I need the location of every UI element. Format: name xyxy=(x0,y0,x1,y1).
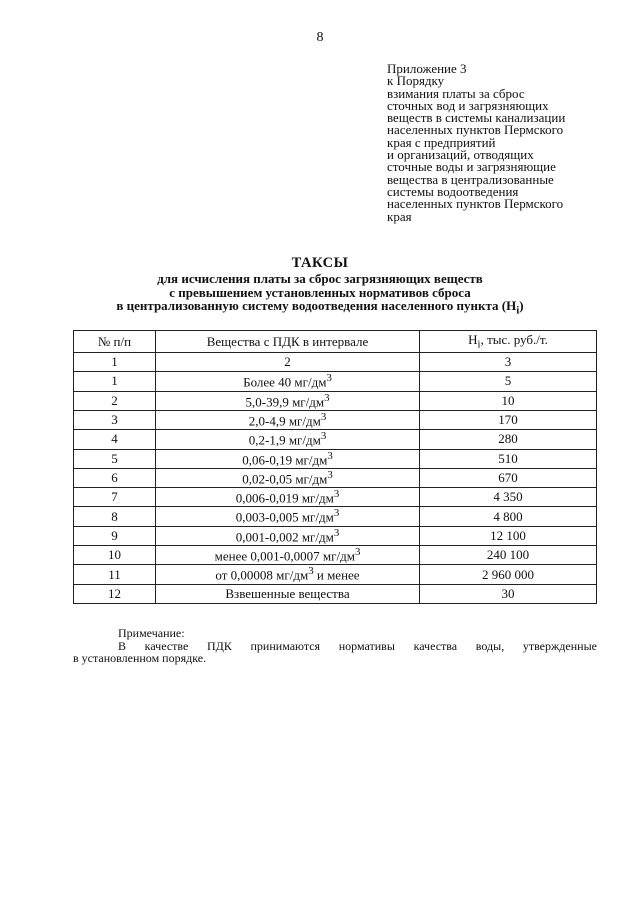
table-row xyxy=(74,410,597,429)
subtitle-close: ) xyxy=(519,298,524,313)
range-text: 5,0-39,9 мг/дм xyxy=(245,393,325,409)
row-number-cell: 9 xyxy=(74,526,156,545)
range-text: 0,001-0,002 мг/дм xyxy=(235,529,334,545)
appendix-line: края с предприятий xyxy=(387,134,496,150)
appendix-reference xyxy=(387,63,617,223)
substance-range-cell xyxy=(156,584,420,603)
substance-range-cell xyxy=(156,430,420,449)
table-row xyxy=(74,430,597,449)
substance-range-cell xyxy=(156,391,420,410)
table-row xyxy=(74,546,597,565)
table-row xyxy=(74,507,597,526)
appendix-line: и организаций, отводящих xyxy=(387,147,534,163)
document-subtitle xyxy=(0,272,640,318)
table-row xyxy=(74,565,597,584)
table-row xyxy=(74,372,597,391)
range-text: Взвешенные вещества xyxy=(225,585,350,601)
appendix-line: сточные воды и загрязняющие xyxy=(387,159,556,175)
unit-superscript: 3 xyxy=(333,488,340,501)
substance-range-cell xyxy=(156,468,420,487)
rate-value-cell: 4 350 xyxy=(420,488,597,507)
row-number-cell: 1 xyxy=(74,372,156,391)
unit-superscript: 3 xyxy=(327,468,333,481)
unit-superscript: 3 xyxy=(333,507,340,520)
rate-value-cell: 10 xyxy=(420,391,597,410)
row-number-cell: 7 xyxy=(74,488,156,507)
unit-superscript: 3 xyxy=(324,391,330,404)
unit-superscript: 3 xyxy=(327,449,333,462)
table-row xyxy=(74,584,597,603)
unit-superscript: 3 xyxy=(354,546,361,559)
table-row xyxy=(74,468,597,487)
note xyxy=(73,627,597,665)
rate-value-cell: 510 xyxy=(420,449,597,468)
note-word: принимаются xyxy=(250,638,321,653)
rate-value-cell: 5 xyxy=(420,372,597,391)
note-word: качества xyxy=(413,638,458,653)
subtitle-subscript: i xyxy=(516,304,520,317)
table-row xyxy=(74,488,597,507)
substance-range-cell xyxy=(156,565,420,584)
appendix-line: сточных вод и загрязняющих xyxy=(387,97,549,113)
unit-superscript: 3 xyxy=(320,430,327,443)
unit-superscript: 3 xyxy=(326,372,332,385)
rate-value-cell: 280 xyxy=(420,430,597,449)
substance-range-cell xyxy=(156,410,420,429)
rate-value-cell: 4 800 xyxy=(420,507,597,526)
range-text: Более 40 мг/дм xyxy=(243,374,327,390)
row-number-cell: 11 xyxy=(74,565,156,584)
table-row xyxy=(74,449,597,468)
document-title: ТАКСЫ xyxy=(291,255,349,271)
table-row xyxy=(74,391,597,410)
index-cell: 1 xyxy=(74,353,156,372)
unit-superscript: 3 xyxy=(320,410,327,423)
range-tail: и менее xyxy=(313,567,360,583)
row-number-cell: 12 xyxy=(74,584,156,603)
header-rate-unit: , тыс. руб./т. xyxy=(480,332,548,348)
range-text: от 0,00008 мг/дм xyxy=(215,567,309,583)
appendix-line: населенных пунктов Пермского xyxy=(387,196,564,212)
index-cell: 3 xyxy=(420,353,597,372)
rate-value-cell: 240 100 xyxy=(420,546,597,565)
table-index-row xyxy=(74,353,597,372)
range-text: 0,02-0,05 мг/дм xyxy=(242,471,328,487)
header-rate-subscript: i xyxy=(477,338,481,351)
tax-rates-table xyxy=(73,330,597,604)
unit-superscript: 3 xyxy=(308,565,314,578)
row-number-cell: 2 xyxy=(74,391,156,410)
subtitle-line: для исчисления платы за сброс загрязняющих веществ xyxy=(157,271,483,286)
row-number-cell: 5 xyxy=(74,449,156,468)
appendix-line: края xyxy=(387,208,412,224)
header-number: № п/п xyxy=(74,331,156,353)
note-word: утвержденные xyxy=(522,638,597,653)
note-line-2: в установленном порядке. xyxy=(73,651,207,665)
appendix-line: к Порядку xyxy=(387,73,445,89)
range-text: 0,003-0,005 мг/дм xyxy=(235,509,334,525)
substance-range-cell xyxy=(156,372,420,391)
range-text: 0,006-0,019 мг/дм xyxy=(235,490,334,506)
rate-value-cell: 30 xyxy=(420,584,597,603)
row-number-cell: 6 xyxy=(74,468,156,487)
rate-value-cell: 12 100 xyxy=(420,526,597,545)
note-label: Примечание: xyxy=(118,626,185,640)
note-word: нормативы xyxy=(338,638,395,653)
row-number-cell: 3 xyxy=(74,410,156,429)
note-word: воды, xyxy=(475,638,505,653)
substance-range-cell xyxy=(156,507,420,526)
subtitle-line xyxy=(0,299,640,318)
subtitle-text: в централизованную систему водоотведения населенного пункта (Н xyxy=(116,298,517,313)
table-row xyxy=(74,526,597,545)
rate-value-cell: 170 xyxy=(420,410,597,429)
row-number-cell: 4 xyxy=(74,430,156,449)
note-word: ПДК xyxy=(206,638,232,653)
appendix-line: системы водоотведения xyxy=(387,183,519,199)
substance-range-cell xyxy=(156,449,420,468)
range-text: 0,2-1,9 мг/дм xyxy=(248,432,321,448)
appendix-line: населенных пунктов Пермского xyxy=(387,122,564,138)
appendix-line: вещества в централизованные xyxy=(387,171,554,187)
range-text: менее 0,001-0,0007 мг/дм xyxy=(214,548,355,564)
page-number: 8 xyxy=(316,30,324,45)
appendix-line: взимания платы за сброс xyxy=(387,85,525,101)
header-rate-symbol: Н xyxy=(468,332,478,348)
subtitle-line: с превышением установленных нормативов сброса xyxy=(169,284,471,300)
rate-value-cell: 670 xyxy=(420,468,597,487)
substance-range-cell xyxy=(156,546,420,565)
range-text: 0,06-0,19 мг/дм xyxy=(242,451,328,467)
substance-range-cell xyxy=(156,526,420,545)
note-word: В xyxy=(118,638,127,653)
appendix-line: веществ в системы канализации xyxy=(387,110,566,126)
rate-value-cell: 2 960 000 xyxy=(420,565,597,584)
table-header-row xyxy=(74,331,597,353)
header-rate xyxy=(420,331,597,353)
row-number-cell: 8 xyxy=(74,507,156,526)
header-substances: Вещества с ПДК в интервале xyxy=(156,331,420,353)
row-number-cell: 10 xyxy=(74,546,156,565)
appendix-line: Приложение 3 xyxy=(387,61,467,76)
note-word: качестве xyxy=(144,638,189,653)
unit-superscript: 3 xyxy=(333,526,340,539)
substance-range-cell xyxy=(156,488,420,507)
index-cell: 2 xyxy=(156,353,420,372)
range-text: 2,0-4,9 мг/дм xyxy=(248,413,321,429)
